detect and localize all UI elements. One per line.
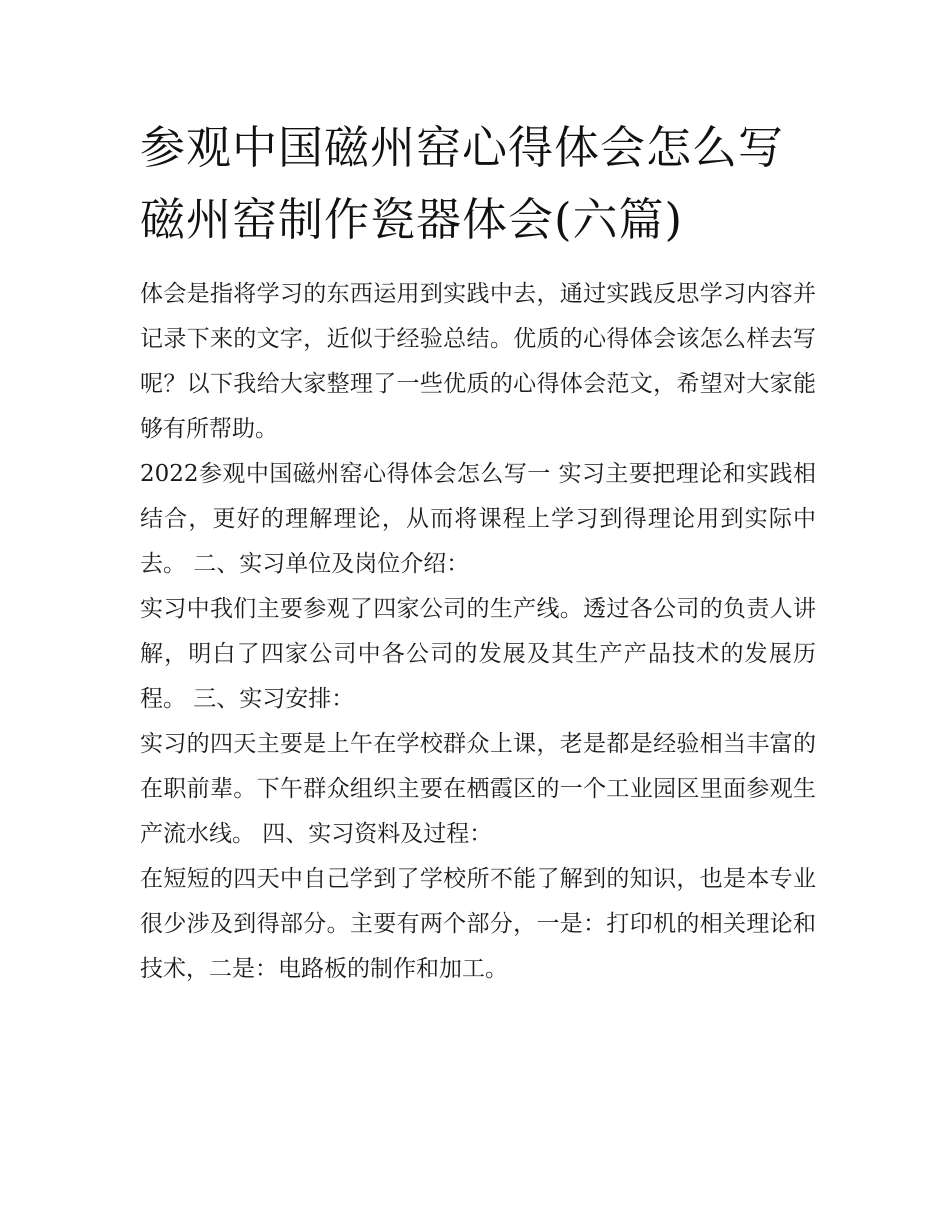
document-body (140, 112, 816, 992)
intro-paragraph: 体会是指将学习的东西运用到实践中去，通过实践反思学习内容并记录下来的文字，近似于经验总结。优质的心得体会该怎么样去写呢？以下我给大家整理了一些优质的心得体会范文，希望对大家能够有所帮助。 (140, 281, 816, 442)
body-paragraph: 实习的四天主要是上午在学校群众上课，老是都是经验相当丰富的在职前辈。下午群众组织主要在栖霞区的一个工业园区里面参观生产流水线。 四、实习资料及过程： (140, 731, 816, 847)
body-paragraph: 实习中我们主要参观了四家公司的生产线。透过各公司的负责人讲解，明白了四家公司中各公司的发展及其生产产品技术的发展历程。 三、实习安排： (140, 596, 816, 712)
body-paragraph: 在短短的四天中自己学到了学校所不能了解到的知识，也是本专业很少涉及到得部分。主要有两个部分，一是：打印机的相关理论和技术，二是：电路板的制作和加工。 (140, 866, 816, 982)
document-title: 参观中国磁州窑心得体会怎么写 磁州窑制作瓷器体会(六篇) (140, 121, 785, 246)
body-paragraph: 2022参观中国磁州窑心得体会怎么写一 实习主要把理论和实践相结合，更好的理解理论，从而将课程上学习到得理论用到实际中去。 二、实习单位及岗位介绍： (140, 461, 816, 577)
